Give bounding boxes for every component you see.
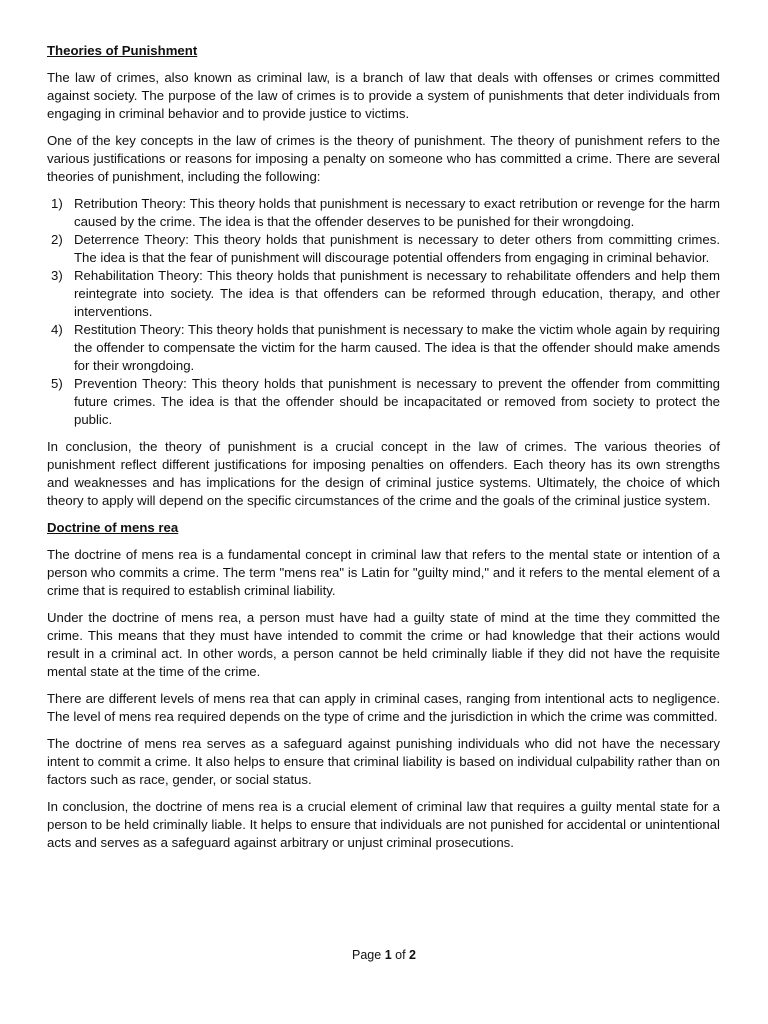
paragraph-mens-rea-levels: There are different levels of mens rea that can apply in criminal cases, ranging from intentional acts to negligence. The level of mens rea required depends on the type of crime and the jurisdiction in which the crime was committed. <box>47 691 720 724</box>
footer-total-pages: 2 <box>409 948 416 962</box>
paragraph-mens-rea-safeguard: The doctrine of mens rea serves as a safeguard against punishing individuals who did not have the necessary intent to commit a crime. It also helps to ensure that criminal liability is based on individual culpability rather than on factors such as race, gender, or social status. <box>47 736 720 787</box>
list-item-number: 2) <box>51 232 63 247</box>
list-item-number: 4) <box>51 322 63 337</box>
list-item <box>47 231 720 267</box>
paragraph-theories-conclusion: In conclusion, the theory of punishment is a crucial concept in the law of crimes. The various theories of punishment reflect different justifications for imposing penalties on offenders. Each theory has its own strengths and weaknesses and has implications for the design of criminal justice systems. Ultimately, the choice of which theory to apply will depend on the specific circumstances of the crime and the goals of the criminal justice system. <box>47 439 720 508</box>
page-footer <box>0 946 768 964</box>
paragraph-mens-rea-guilty-mind: Under the doctrine of mens rea, a person must have had a guilty state of mind at the time they committed the crime. This means that they must have intended to commit the crime or had knowledge that their actions would result in a criminal act. In other words, a person cannot be held criminally liable if they did not have the requisite mental state at the time of the crime. <box>47 610 720 679</box>
list-item-number: 1) <box>51 196 63 211</box>
section-heading-mens-rea: Doctrine of mens rea <box>47 520 179 535</box>
paragraph-mens-rea-conclusion: In conclusion, the doctrine of mens rea is a crucial element of criminal law that requires a guilty mental state for a person to be held criminally liable. It helps to ensure that individuals are not punished for accidental or unintentional acts and serves as a safeguard against arbitrary or unjust criminal prosecutions. <box>47 799 720 850</box>
paragraph-theory-overview: One of the key concepts in the law of crimes is the theory of punishment. The theory of punishment refers to the various justifications or reasons for imposing a penalty on someone who has committed a crime. There are several theories of punishment, including the following: <box>47 133 720 184</box>
list-item-text: Prevention Theory: This theory holds that punishment is necessary to prevent the offender from committing future crimes. The idea is that the offender should be incapacitated or removed from society to protect the public. <box>74 376 720 427</box>
section-heading-theories: Theories of Punishment <box>47 43 198 58</box>
list-item-text: Rehabilitation Theory: This theory holds that punishment is necessary to rehabilitate offenders and help them reintegrate into society. The idea is that offenders can be reformed through education, therapy, and other interventions. <box>74 268 720 319</box>
paragraph-intro: The law of crimes, also known as criminal law, is a branch of law that deals with offenses or crimes committed against society. The purpose of the law of crimes is to provide a system of punishments that deter individuals from engaging in criminal behavior and to provide justice to victims. <box>47 70 720 121</box>
footer-current-page: 1 <box>384 948 392 962</box>
list-item-text: Restitution Theory: This theory holds that punishment is necessary to make the victim whole again by requiring the offender to compensate the victim for the harm caused. The idea is that the offender should make amends for their wrongdoing. <box>74 322 720 373</box>
list-item <box>47 321 720 375</box>
footer-of-label: of <box>395 948 406 962</box>
list-item <box>47 375 720 429</box>
list-item-number: 5) <box>51 376 63 391</box>
theories-list <box>47 195 720 429</box>
list-item <box>47 267 720 321</box>
paragraph-mens-rea-definition: The doctrine of mens rea is a fundamental concept in criminal law that refers to the mental state or intention of a person who commits a crime. The term "mens rea" is Latin for "guilty mind," and it refers to the mental element of a crime that is required to establish criminal liability. <box>47 547 720 598</box>
list-item-text: Deterrence Theory: This theory holds that punishment is necessary to deter others from committing crimes. The idea is that the fear of punishment will discourage potential offenders from engaging in criminal behavior. <box>74 232 720 265</box>
list-item <box>47 195 720 231</box>
footer-page-label: Page <box>352 948 382 962</box>
list-item-number: 3) <box>51 268 63 283</box>
list-item-text: Retribution Theory: This theory holds that punishment is necessary to exact retribution or revenge for the harm caused by the crime. The idea is that the offender deserves to be punished for their wrongdoing. <box>74 196 720 229</box>
